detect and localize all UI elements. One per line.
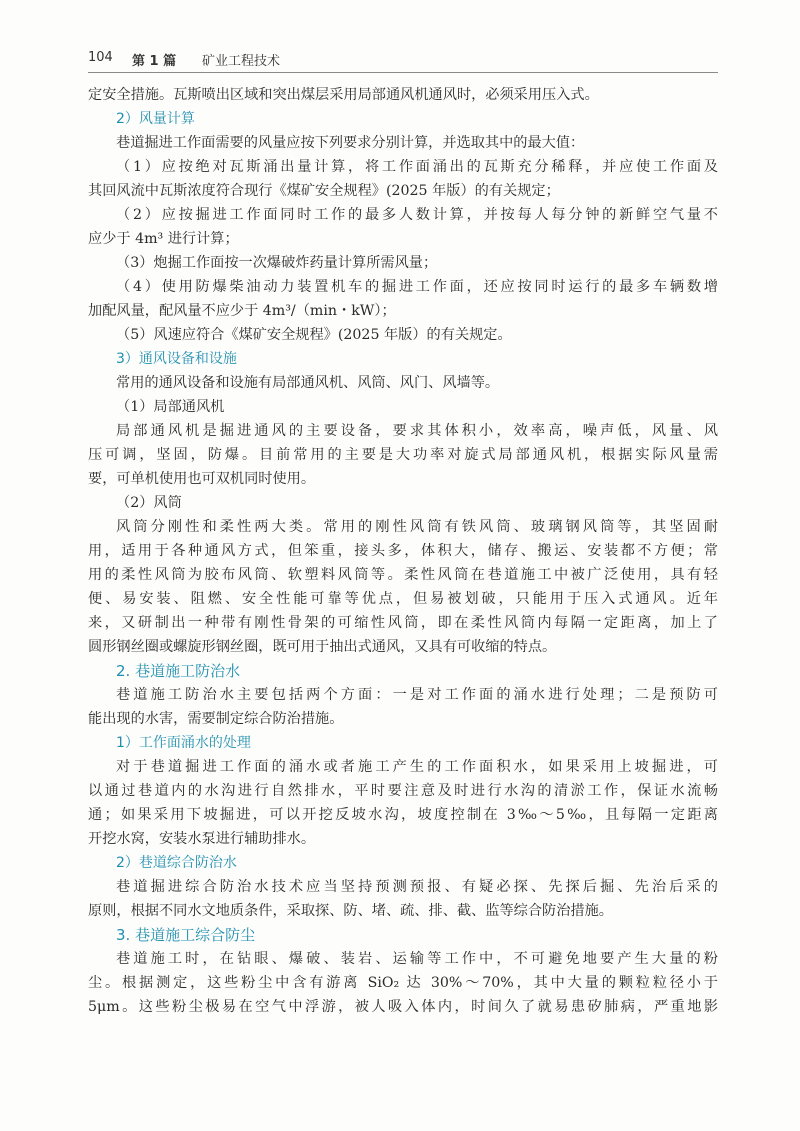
text-line: 加配风量，配风量不应少于 4m³/（min・kW）； [88,303,396,319]
section-heading: 3. 巷道施工综合防尘 [116,926,256,944]
text-line: 用，适用于各种通风方式，但笨重，接头多，体积大，储存、搬运、安装都不方便；常 [88,543,718,559]
text-line: 巷道掘进工作面需要的风量应按下列要求分别计算，并选取其中的最大值： [116,135,585,151]
page-header [88,48,718,70]
header-rule [88,72,718,73]
text-line: （1）应按绝对瓦斯涌出量计算，将工作面涌出的瓦斯充分稀释，并应使工作面及 [116,159,718,175]
section-heading: 2. 巷道施工防治水 [116,662,241,680]
text-line: 巷道施工时，在钻眼、爆破、装岩、运输等工作中，不可避免地要产生大量的粉 [116,951,718,967]
section-heading: 2）巷道综合防治水 [116,855,237,871]
text-line: 要，可单机使用也可双机同时使用。 [88,471,316,487]
text-line: 应少于 4m³ 进行计算； [88,231,239,247]
part-label: 第 1 篇 [132,54,177,69]
text-line: 局部通风机是掘进通风的主要设备，要求其体积小，效率高，噪声低，风量、风 [116,423,718,439]
text-line: 开挖水窝，安装水泵进行辅助排水。 [88,831,316,847]
text-line: 其回风流中瓦斯浓度符合现行《煤矿安全规程》(2025 年版）的有关规定； [88,183,560,199]
text-line: 以通过巷道内的水沟进行自然排水，平时要注意及时进行水沟的清淤工作，保证水流畅 [88,783,718,799]
text-line: 压可调，坚固，防爆。目前常用的主要是大功率对旋式局部通风机，根据实际风量需 [88,447,718,463]
text-line: 常用的通风设备和设施有局部通风机、风筒、风门、风墙等。 [116,375,500,391]
section-heading: 3）通风设备和设施 [116,351,237,367]
section-heading: 2）风量计算 [116,111,195,127]
text-line: （4）使用防爆柴油动力装置机车的掘进工作面，还应按同时运行的最多车辆数增 [116,279,718,295]
running-title: 矿业工程技术 [202,54,281,69]
body-text [88,83,718,1019]
text-line: 5μm。这些粉尘极易在空气中浮游，被人吸入体内，时间久了就易患矽肺病，严重地影 [88,999,718,1015]
text-line: 便、易安装、阻燃、安全性能可靠等优点，但易被划破，只能用于压入式通风。近年 [88,591,718,607]
text-line: （2）应按掘进工作面同时工作的最多人数计算，并按每人每分钟的新鲜空气量不 [116,207,718,223]
text-line: 来，又研制出一种带有刚性骨架的可缩性风筒，即在柔性风筒内每隔一定距离，加上了 [88,615,718,631]
text-line: （1）局部通风机 [116,399,225,415]
text-line: 通；如果采用下坡掘进，可以开挖反坡水沟，坡度控制在 3‰～5‰，且每隔一定距离 [88,807,718,823]
text-line: 尘。根据测定，这些粉尘中含有游离 SiO₂ 达 30%～70%，其中大量的颗粒粒径小于 [88,975,718,991]
page-number: 104 [88,50,113,65]
text-line: （5）风速应符合《煤矿安全规程》(2025 年版）的有关规定。 [116,327,512,343]
text-line: 圆形钢丝圈或螺旋形钢丝圈，既可用于抽出式通风，又具有可收缩的特点。 [88,639,557,655]
section-heading: 1）工作面涌水的处理 [116,735,251,751]
text-line: 定安全措施。瓦斯喷出区域和突出煤层采用局部通风机通风时，必须采用压入式。 [88,87,599,103]
text-line: 巷道掘进综合防治水技术应当坚持预测预报、有疑必探、先探后掘、先治后采的 [116,879,718,895]
text-line: 用的柔性风筒为胶布风筒、软塑料风筒等。柔性风筒在巷道施工中被广泛使用，具有轻 [88,567,718,583]
text-line: （2）风筒 [116,495,182,511]
text-line: （3）炮掘工作面按一次爆破炸药量计算所需风量； [116,255,438,271]
text-line: 巷道施工防治水主要包括两个方面：一是对工作面的涌水进行处理；二是预防可 [116,687,718,703]
text-line: 对于巷道掘进工作面的涌水或者施工产生的工作面积水，如果采用上坡掘进，可 [116,759,718,775]
text-line: 原则，根据不同水文地质条件，采取探、防、堵、疏、排、截、监等综合防治措施。 [88,903,613,919]
text-line: 能出现的水害，需要制定综合防治措施。 [88,711,344,727]
text-line: 风筒分刚性和柔性两大类。常用的刚性风筒有铁风筒、玻璃钢风筒等，其坚固耐 [116,519,718,535]
